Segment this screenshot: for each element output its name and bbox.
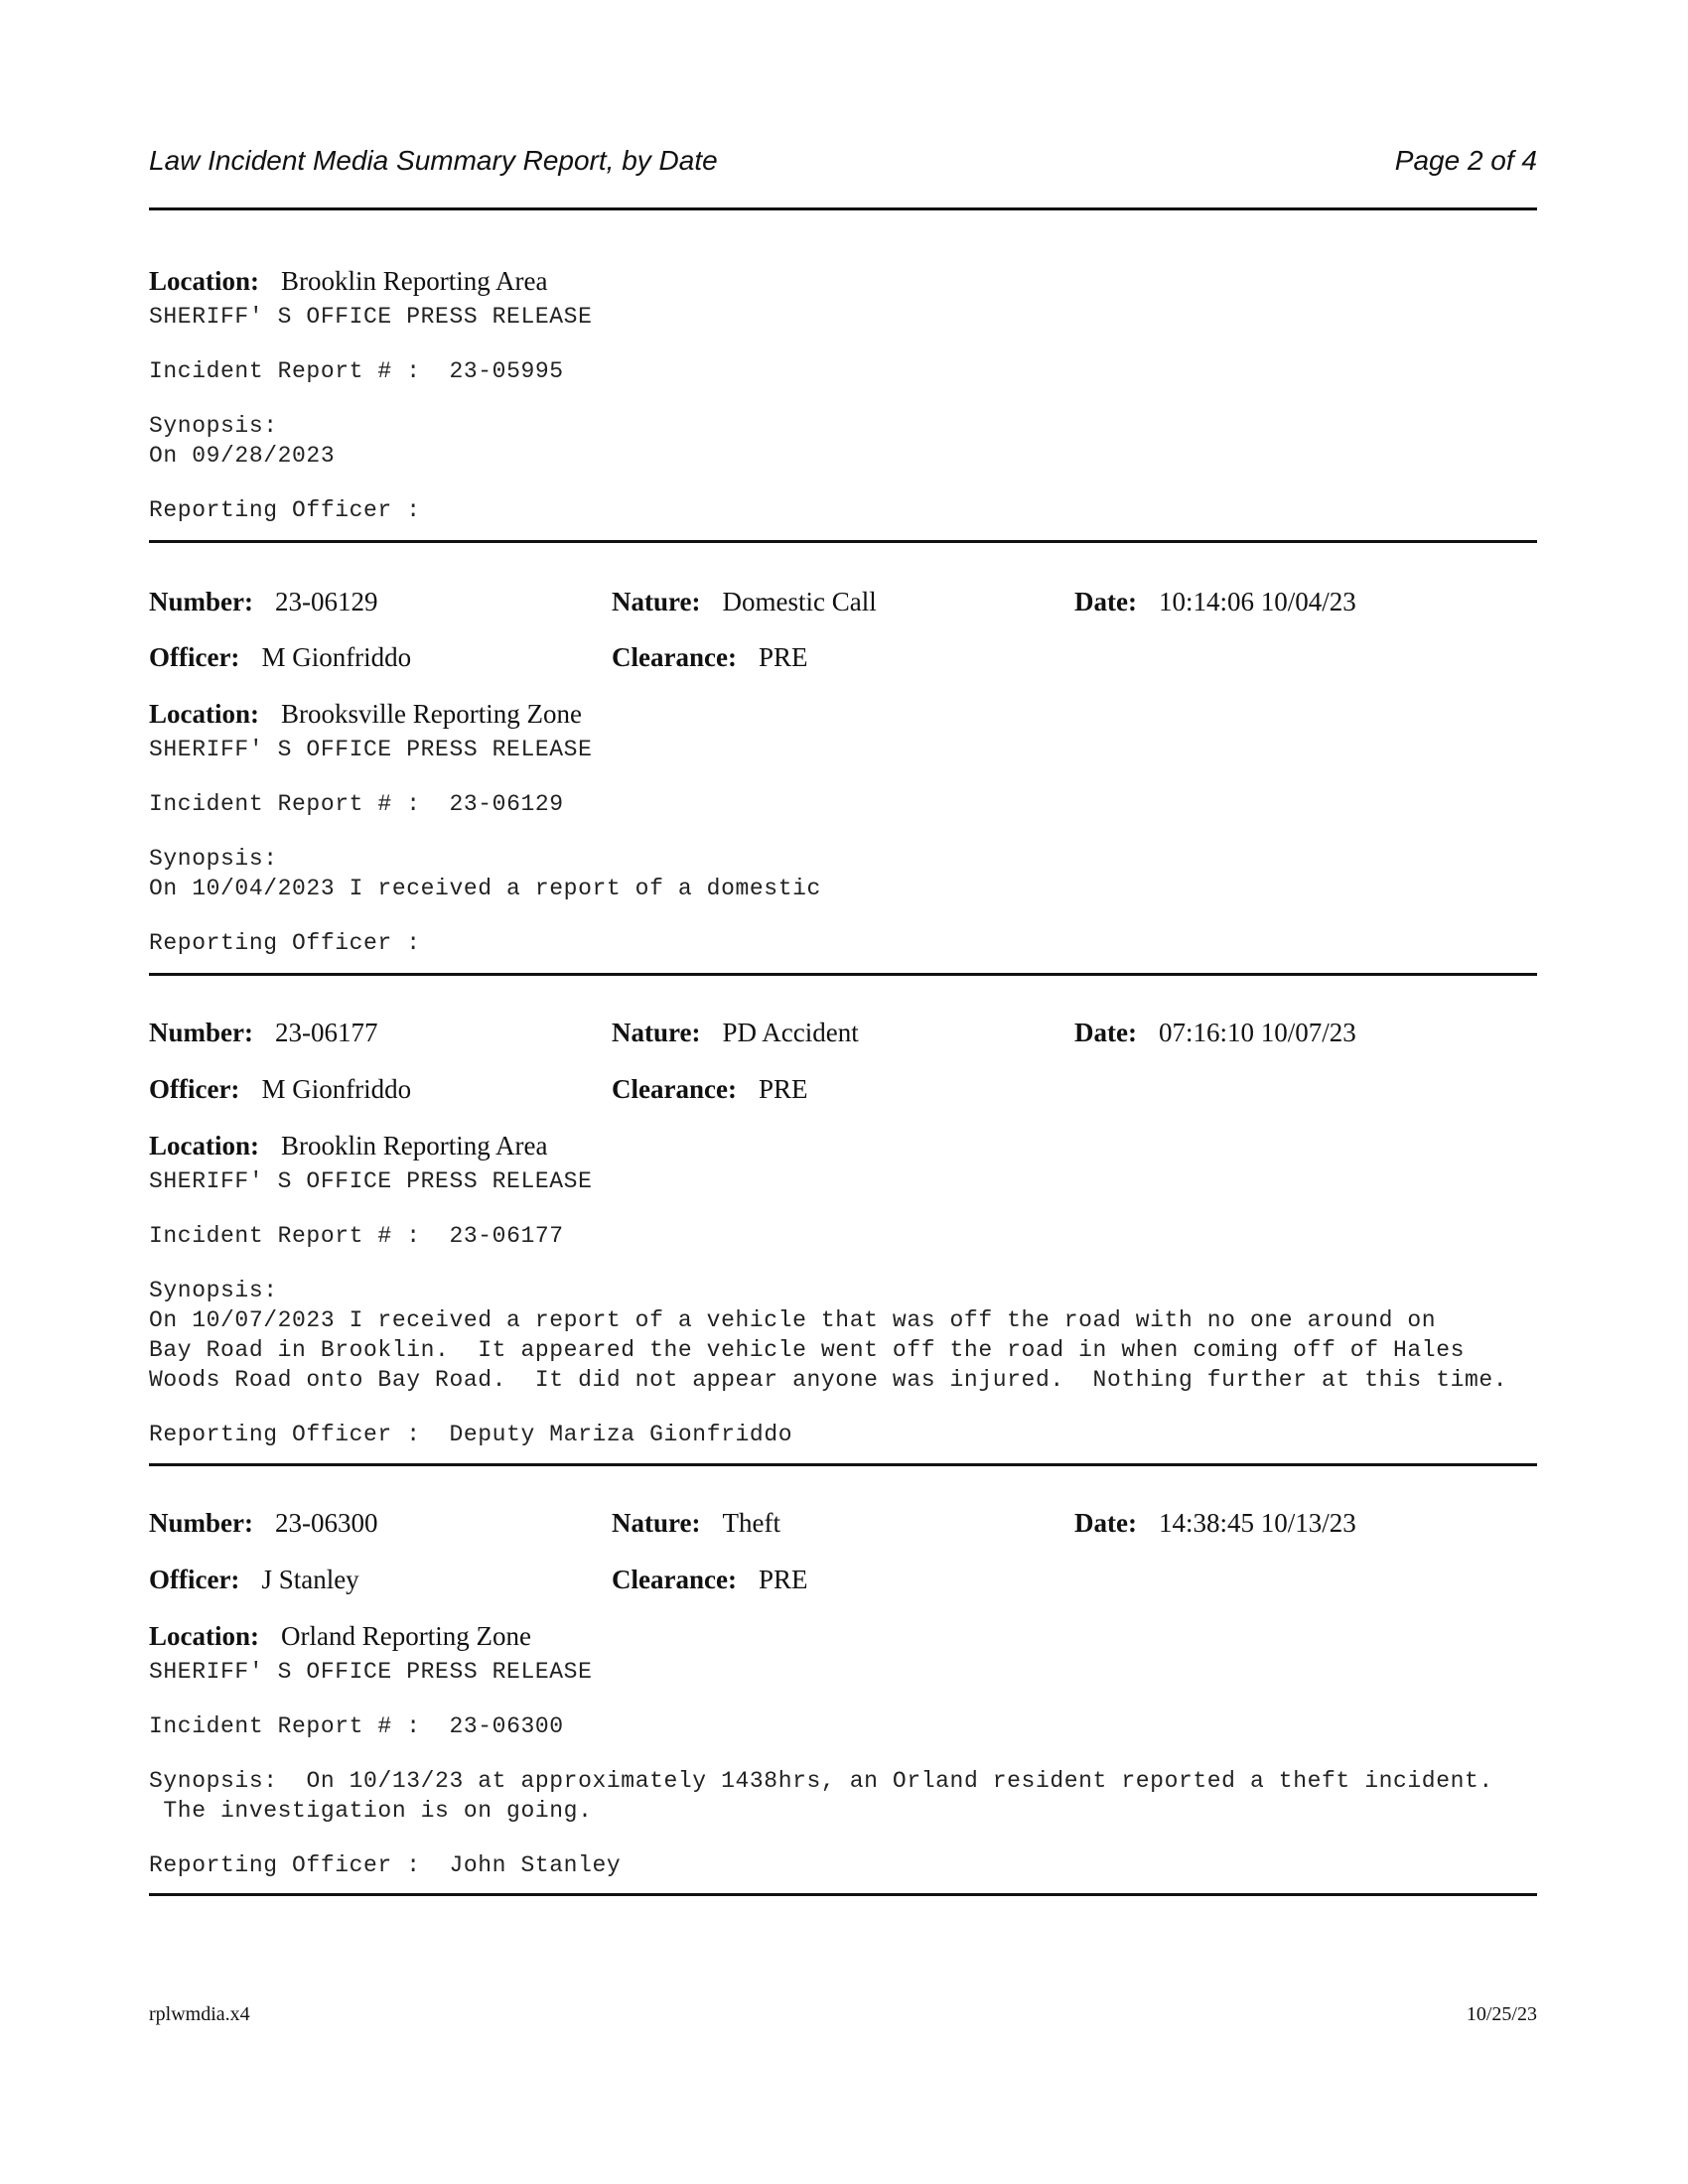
- reporting-officer-line: Reporting Officer : Deputy Mariza Gionfriddo: [149, 1422, 793, 1447]
- location-value: Brooksville Reporting Zone: [281, 699, 582, 729]
- record-rule: [149, 973, 1537, 976]
- clearance-value: PRE: [758, 642, 808, 672]
- reporting-officer-line: Reporting Officer :: [149, 497, 421, 523]
- location-value: Orland Reporting Zone: [281, 1621, 531, 1651]
- number-field: Number: 23-06300: [149, 1508, 378, 1538]
- header-rule: [149, 207, 1537, 210]
- officer-value: M Gionfriddo: [261, 1074, 412, 1104]
- footer-date: 10/25/23: [1466, 2003, 1537, 2025]
- nature-field: Nature: Domestic Call: [612, 587, 877, 616]
- synopsis-label: Synopsis:: [149, 413, 278, 439]
- number-value: 23-06300: [274, 1508, 378, 1538]
- record-rule: [149, 1463, 1537, 1466]
- location-line: Location: Orland Reporting Zone: [149, 1621, 531, 1651]
- incident-report-line: Incident Report # : 23-05995: [149, 358, 564, 384]
- nature-field: Nature: PD Accident: [612, 1018, 859, 1047]
- location-value: Brooklin Reporting Area: [281, 266, 548, 296]
- record-rule: [149, 540, 1537, 543]
- incident-report-line: Incident Report # : 23-06129: [149, 791, 564, 817]
- press-release-label: SHERIFF' S OFFICE PRESS RELEASE: [149, 304, 593, 330]
- officer-value: M Gionfriddo: [261, 642, 412, 672]
- reporting-officer-line: Reporting Officer : John Stanley: [149, 1852, 622, 1878]
- synopsis-text: On 10/13/23 at approximately 1438hrs, an Orland resident reported a theft incident. The investigation is on going.: [163, 1768, 1493, 1824]
- officer-field: Officer: M Gionfriddo: [149, 1074, 412, 1104]
- record-rule: [149, 1893, 1537, 1896]
- number-value: 23-06129: [274, 587, 378, 616]
- report-title: Law Incident Media Summary Report, by Date: [149, 145, 718, 176]
- date-value: 07:16:10 10/07/23: [1158, 1018, 1356, 1047]
- press-release-label: SHERIFF' S OFFICE PRESS RELEASE: [149, 1168, 593, 1194]
- date-value: 14:38:45 10/13/23: [1158, 1508, 1356, 1538]
- synopsis-text: On 09/28/2023: [149, 443, 336, 469]
- press-release-label: SHERIFF' S OFFICE PRESS RELEASE: [149, 737, 593, 762]
- clearance-field: Clearance: PRE: [612, 1074, 808, 1104]
- number-field: Number: 23-06129: [149, 587, 378, 616]
- clearance-field: Clearance: PRE: [612, 1565, 808, 1594]
- clearance-value: PRE: [758, 1074, 808, 1104]
- date-field: Date: 07:16:10 10/07/23: [1074, 1018, 1356, 1047]
- date-field: Date: 14:38:45 10/13/23: [1074, 1508, 1356, 1538]
- number-field: Number: 23-06177: [149, 1018, 378, 1047]
- officer-field: Officer: J Stanley: [149, 1565, 359, 1594]
- synopsis-text: On 10/04/2023 I received a report of a domestic: [149, 876, 821, 901]
- reporting-officer-value: John Stanley: [449, 1852, 622, 1878]
- synopsis-text: On 10/07/2023 I received a report of a vehicle that was off the road with no one around on Bay Road in Brooklin. It appeared the vehicle went off the road in when coming off of Hales Woods Road onto Bay Road. It did not appear anyone was injured. Nothing further at this time.: [149, 1307, 1508, 1393]
- clearance-field: Clearance: PRE: [612, 642, 808, 672]
- page-number: Page 2 of 4: [1394, 145, 1537, 176]
- nature-value: Domestic Call: [722, 587, 877, 616]
- location-line: Location: Brooksville Reporting Zone: [149, 699, 582, 729]
- page-header: [149, 145, 1537, 185]
- synopsis-label: Synopsis:: [149, 1278, 278, 1303]
- date-value: 10:14:06 10/04/23: [1158, 587, 1356, 616]
- nature-value: PD Accident: [722, 1018, 859, 1047]
- incident-report-value: 23-06177: [449, 1223, 564, 1249]
- synopsis-line: Synopsis: On 10/13/23 at approximately 1438hrs, an Orland resident reported a theft incident. The investigation is on going.: [149, 1768, 1493, 1824]
- incident-report-value: 23-05995: [449, 358, 564, 384]
- footer-report-id: rplwmdia.x4: [149, 2003, 250, 2025]
- location-line: Location: Brooklin Reporting Area: [149, 1131, 548, 1160]
- synopsis-label: Synopsis:: [149, 846, 278, 872]
- number-value: 23-06177: [274, 1018, 378, 1047]
- nature-value: Theft: [722, 1508, 780, 1538]
- date-field: Date: 10:14:06 10/04/23: [1074, 587, 1356, 616]
- reporting-officer-value: Deputy Mariza Gionfriddo: [449, 1422, 793, 1447]
- officer-value: J Stanley: [261, 1565, 359, 1594]
- location-value: Brooklin Reporting Area: [281, 1131, 548, 1160]
- incident-report-value: 23-06129: [449, 791, 564, 817]
- reporting-officer-line: Reporting Officer :: [149, 930, 421, 956]
- clearance-value: PRE: [758, 1565, 808, 1594]
- press-release-label: SHERIFF' S OFFICE PRESS RELEASE: [149, 1659, 593, 1685]
- officer-field: Officer: M Gionfriddo: [149, 642, 412, 672]
- location-line: Location: Brooklin Reporting Area: [149, 266, 548, 296]
- incident-report-line: Incident Report # : 23-06177: [149, 1223, 564, 1249]
- incident-report-value: 23-06300: [449, 1713, 564, 1739]
- nature-field: Nature: Theft: [612, 1508, 780, 1538]
- incident-report-line: Incident Report # : 23-06300: [149, 1713, 564, 1739]
